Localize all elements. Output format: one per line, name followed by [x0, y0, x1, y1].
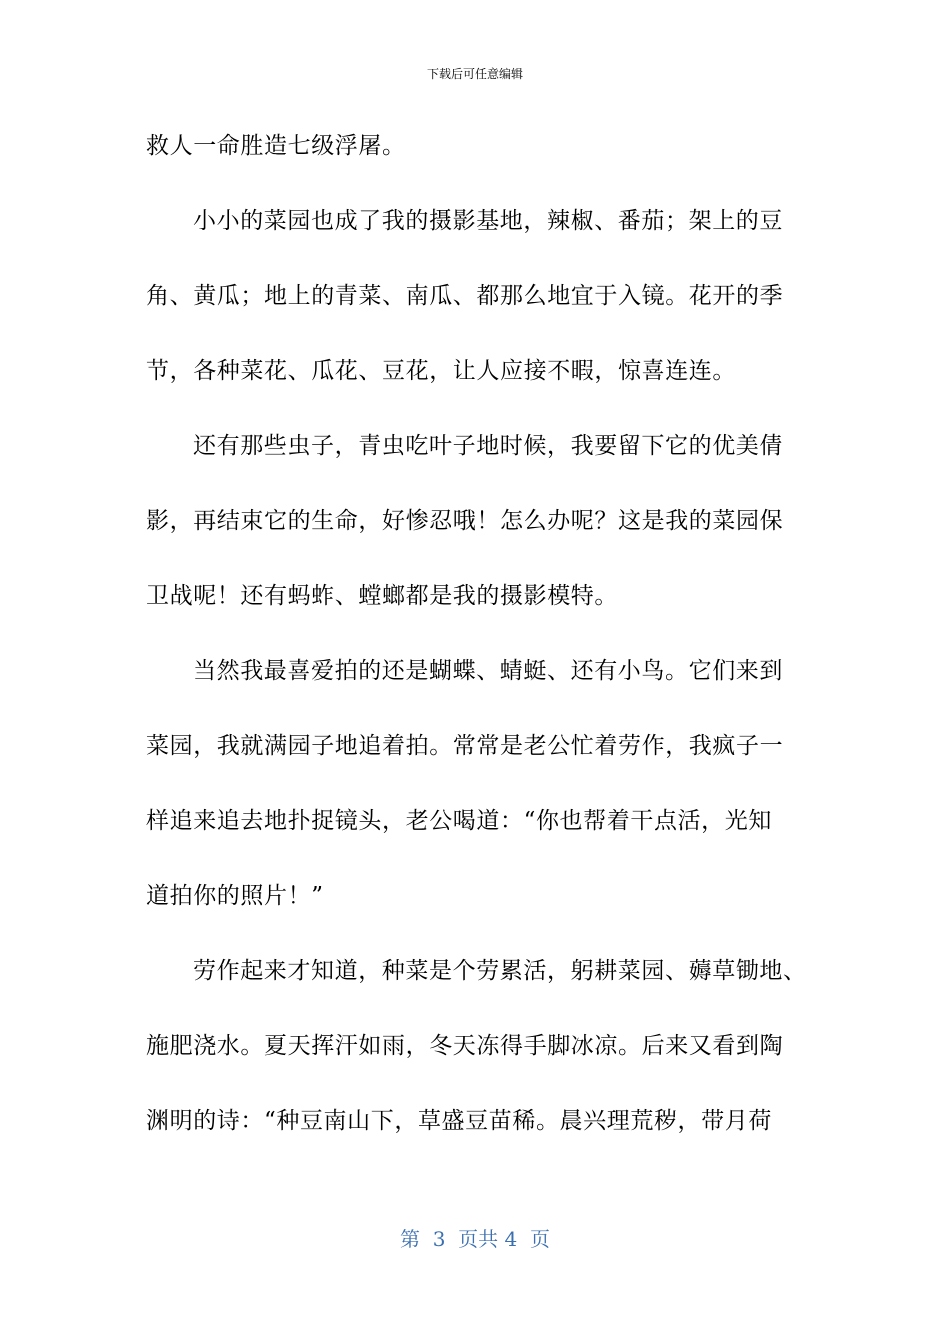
- page-header: 下载后可任意编辑: [426, 67, 523, 81]
- text-line: 救人一命胜造七级浮屠。: [146, 133, 406, 159]
- text-line: 道拍你的照片！”: [146, 883, 324, 909]
- text-line: 菜园，我就满园子地追着拍。常常是老公忙着劳作，我疯子一: [146, 733, 784, 759]
- paragraph-first-line: 当然我最喜爱拍的还是蝴蝶、蜻蜓、还有小鸟。它们来到: [193, 658, 783, 684]
- text-line: 样追来追去地扑捉镜头，老公喝道：“你也帮着干点活，光知: [146, 808, 772, 834]
- text-line: 节，各种菜花、瓜花、豆花，让人应接不暇，惊喜连连。: [146, 358, 736, 384]
- text-line: 卫战呢！还有蚂蚱、螳螂都是我的摄影模特。: [146, 583, 618, 609]
- page-number-footer: 第 3 页共 4 页: [400, 1227, 550, 1251]
- paragraph-first-line: 还有那些虫子，青虫吃叶子地时候，我要留下它的优美倩: [193, 433, 783, 459]
- paragraph-first-line: 劳作起来才知道，种菜是个劳累活，躬耕菜园、薅草锄地、: [193, 958, 807, 984]
- body-text: [146, 118, 806, 1168]
- text-line: 施肥浇水。夏天挥汗如雨，冬天冻得手脚冰凉。后来又看到陶: [146, 1033, 784, 1059]
- text-line: 渊明的诗：“种豆南山下，草盛豆苗稀。晨兴理荒秽，带月荷: [146, 1108, 772, 1134]
- text-line: 角、黄瓜；地上的青菜、南瓜、都那么地宜于入镜。花开的季: [146, 283, 784, 309]
- text-line: 影，再结束它的生命，好惨忍哦！怎么办呢？这是我的菜园保: [146, 508, 784, 534]
- paragraph-first-line: 小小的菜园也成了我的摄影基地，辣椒、番茄；架上的豆: [193, 208, 783, 234]
